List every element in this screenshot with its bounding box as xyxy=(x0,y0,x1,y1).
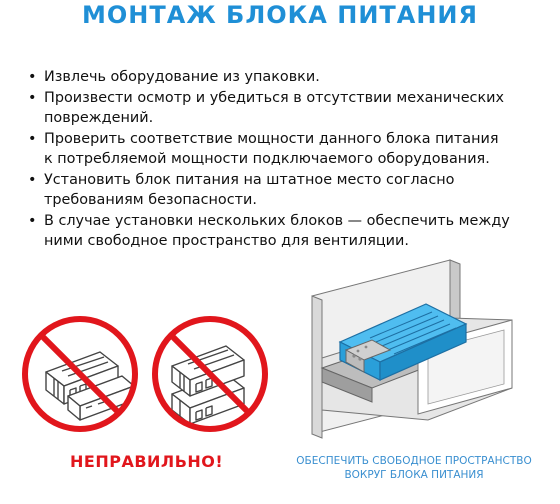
instruction-line: Извлечь оборудование из упаковки. xyxy=(44,69,320,85)
instruction-line: повреждений. xyxy=(44,110,154,126)
list-item xyxy=(28,67,548,88)
prohibited-side-by-side-icon xyxy=(18,312,142,436)
correct-installation-caption xyxy=(268,454,560,482)
instruction-list xyxy=(28,67,548,252)
bullet-icon: • xyxy=(28,171,37,188)
instruction-line: требованиям безопасности. xyxy=(44,192,257,208)
instruction-line: Установить блок питания на штатное место согласно xyxy=(44,171,455,188)
bullet-icon: • xyxy=(28,89,37,106)
prohibited-stacked-icon xyxy=(148,312,272,436)
bullet-icon: • xyxy=(28,69,37,85)
instruction-line: В случае установки нескольких блоков — обеспечить между xyxy=(44,212,510,229)
bullet-icon: • xyxy=(28,130,37,147)
caption-line: ВОКРУГ БЛОКА ПИТАНИЯ xyxy=(344,469,484,481)
caption-line: ОБЕСПЕЧИТЬ СВОБОДНОЕ ПРОСТРАНСТВО xyxy=(296,455,532,467)
bullet-icon: • xyxy=(28,212,37,229)
list-item xyxy=(28,170,548,211)
psu-in-wall-niche-illustration xyxy=(300,238,540,450)
instruction-line: ними свободное пространство для вентиляции. xyxy=(44,233,409,249)
instruction-line: к потребляемой мощности подключаемого оборудования. xyxy=(44,151,490,167)
wrong-installation-caption: НЕПРАВИЛЬНО! xyxy=(70,452,224,471)
instruction-line: Проверить соответствие мощности данного блока питания xyxy=(44,130,499,147)
page-title: МОНТАЖ БЛОКА ПИТАНИЯ xyxy=(82,1,478,29)
list-item xyxy=(28,129,548,170)
list-item xyxy=(28,88,548,129)
instruction-line: Произвести осмотр и убедиться в отсутствии механических xyxy=(44,89,505,106)
